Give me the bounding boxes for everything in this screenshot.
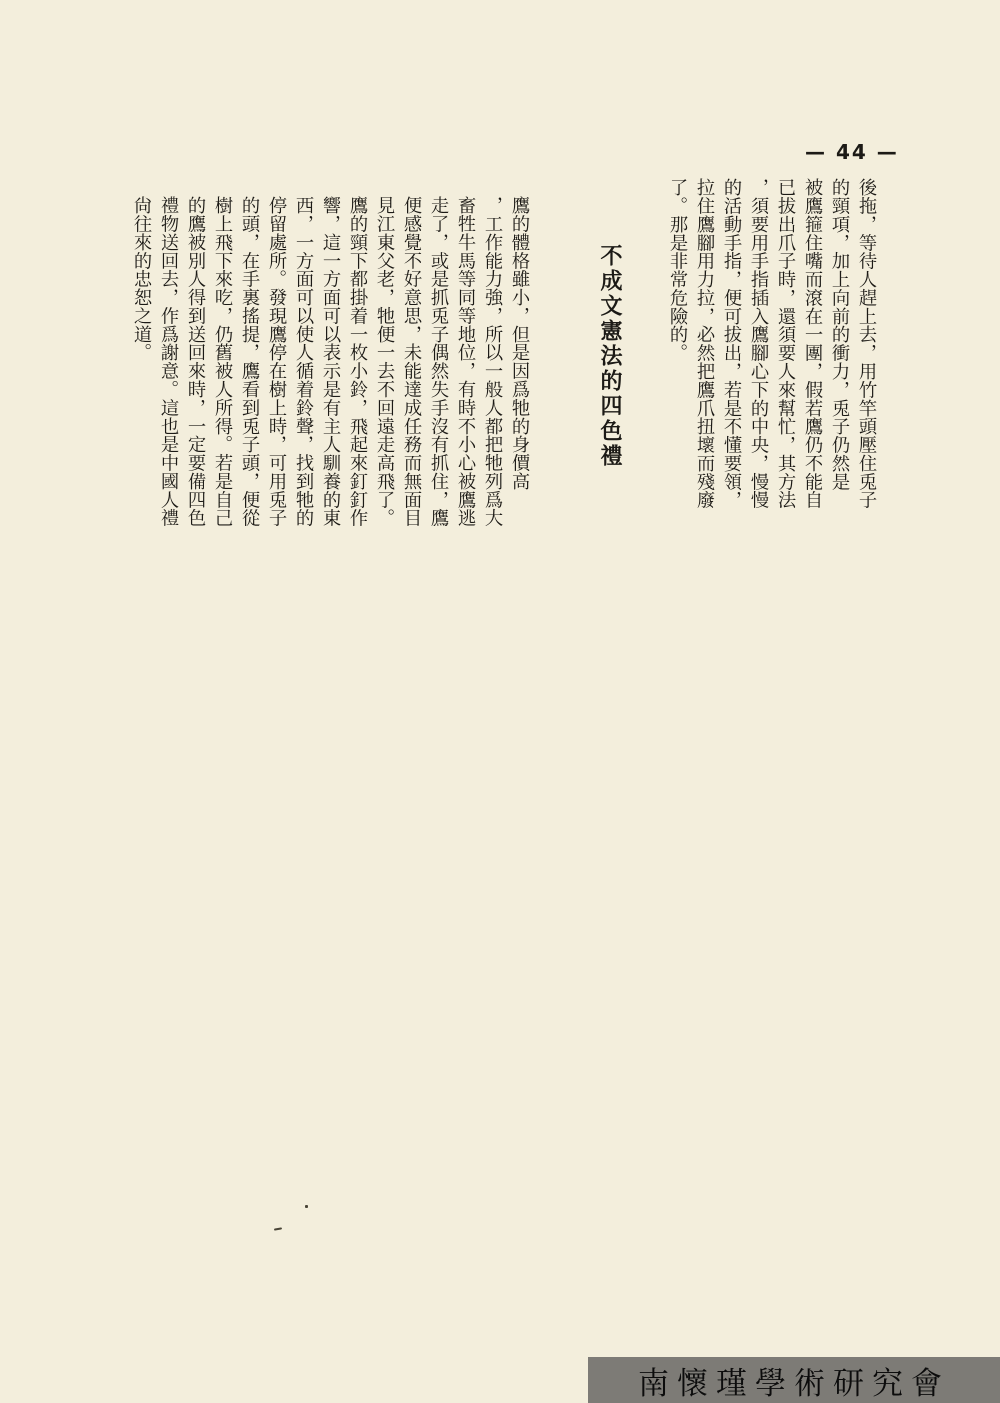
page-number: — 44 — <box>805 140 899 164</box>
body-text-column <box>110 178 560 918</box>
body-text-continuation: 後拖，等待人趕上去，用竹竿頭壓住兎子 的頸項，加上向前的衝力，兎子仍然是 被鷹箍住嘴而滾在一團，假若鷹仍不能自 已拔出爪子時，還須要人來幫忙，其方法 ，須要用手指插入鷹腳心下的中央，慢慢 的活動手指，便可拔出，若是不懂要領， 拉住鷹腳用力拉，必然把鷹爪扭壞而殘廢 了。那是非常危險的。 <box>667 178 877 510</box>
watermark-banner <box>588 1357 1000 1403</box>
section-title: 不成文憲法的四色禮 <box>597 244 622 469</box>
watermark-text: 南懷瑾學術研究會 <box>638 1365 950 1402</box>
body-paragraph: 鷹的體格雖小，但是因爲牠的身價高 ，工作能力強，所以一般人都把牠列爲大 畜牲牛馬等同等地位，有時不小心被鷹逃 走了，或是抓兎子偶然失手沒有抓住，鷹 便感覺不好意思，未能達成任務而無面目 見江東父老，牠便一去不回遠走高飛了。 鷹的頸下都掛着一枚小鈴，飛起來釘釘作 響，這一方面可以表示是有主人馴養的東 西，一方面可以使人循着鈴聲，找到牠的 停留處所。發現鷹停在樹上時，可用兎子 的頭，在手裏搖提，鷹看到兎子頭，便從 樹上飛下來吃，仍舊被人所得。若是自己 的鷹被別人得到送回來時，一定要備四色 禮物送回去，作爲謝意。這也是中國人禮 尙往來的忠恕之道。 <box>131 196 530 528</box>
paper-speck <box>305 1205 308 1208</box>
paper-speck <box>274 1227 282 1230</box>
